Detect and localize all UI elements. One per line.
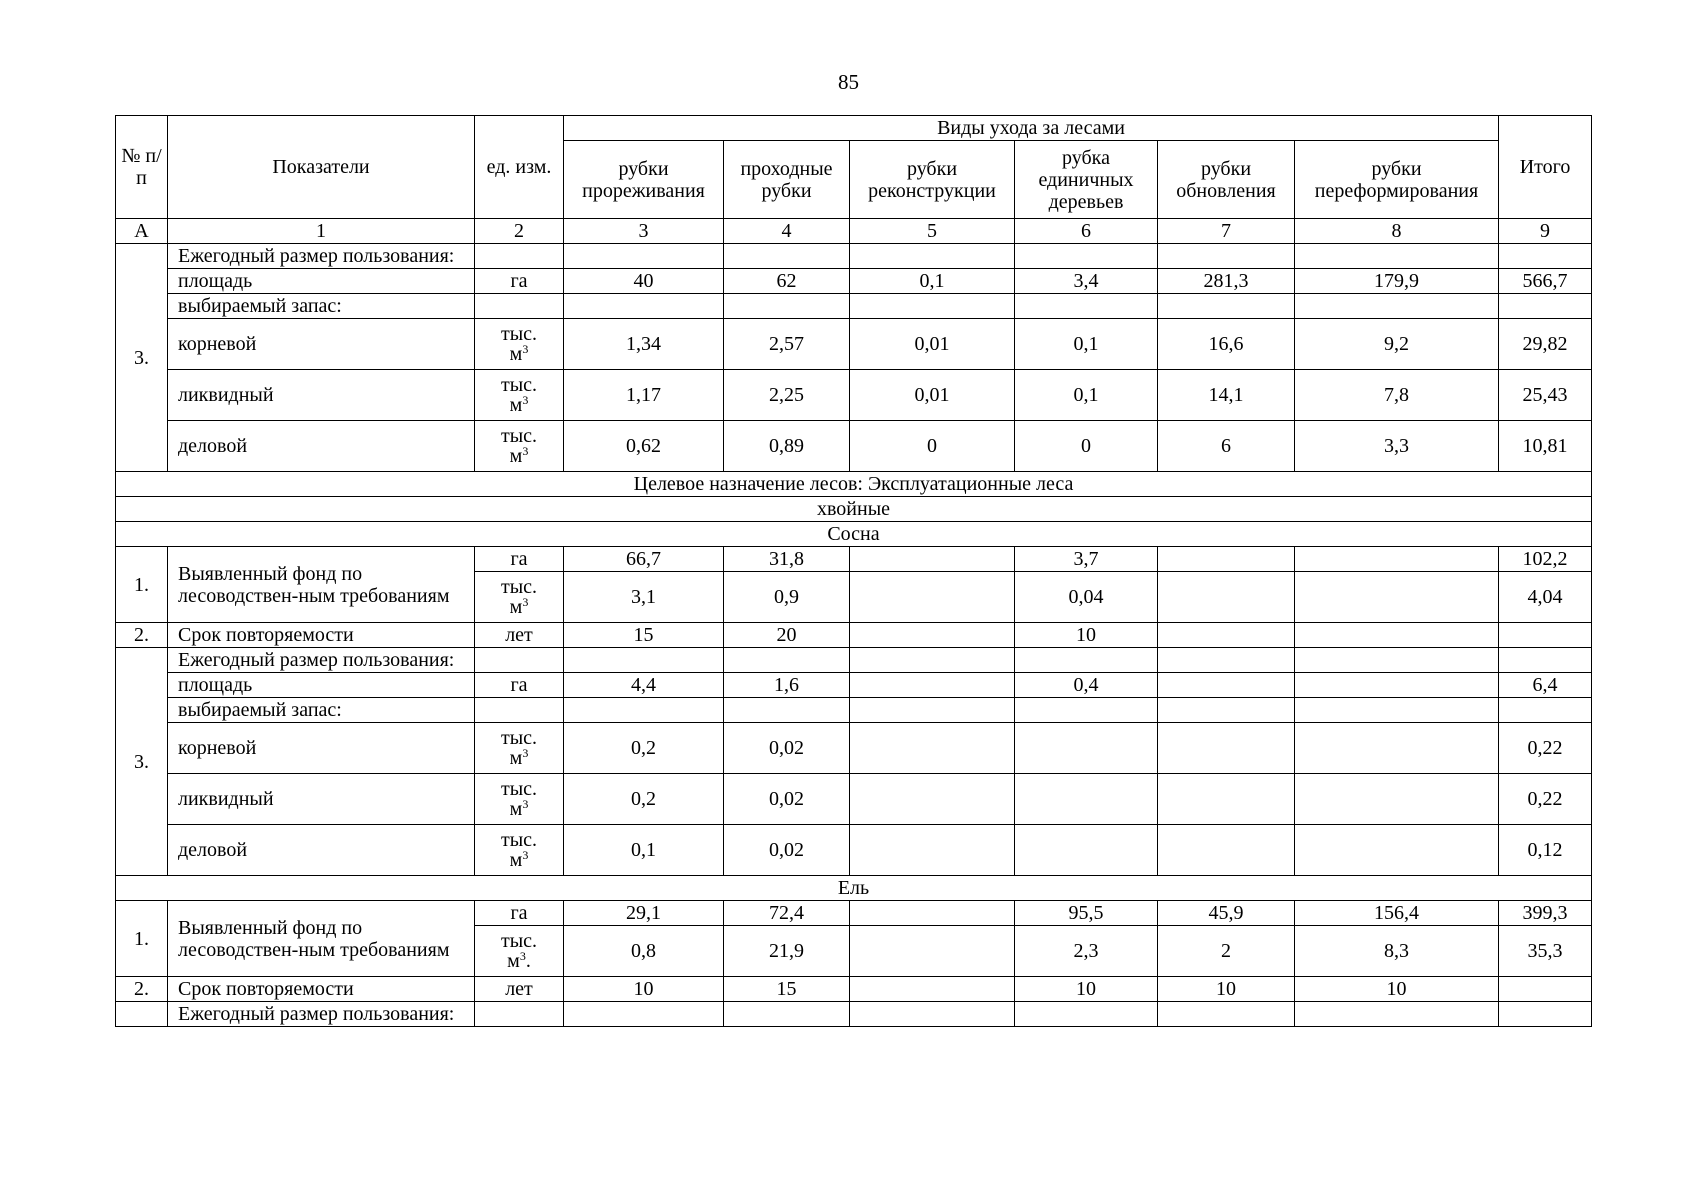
table-cell: 10: [1015, 623, 1158, 648]
row-label: Выявленный фонд по лесоводствен-ным требованиям: [168, 901, 475, 977]
table-cell: 15: [724, 977, 850, 1002]
table-cell: [1158, 673, 1295, 698]
table-cell: 0: [1015, 421, 1158, 472]
table-cell: 0,02: [724, 774, 850, 825]
table-cell: 566,7: [1499, 269, 1592, 294]
row-label: ликвидный: [168, 370, 475, 421]
table-cell: [850, 926, 1015, 977]
table-cell: [1295, 774, 1499, 825]
table-row: [116, 294, 1592, 319]
table-cell: 29,82: [1499, 319, 1592, 370]
section-pine: Сосна: [116, 522, 1592, 547]
row-label: корневой: [168, 319, 475, 370]
table-cell: [850, 572, 1015, 623]
table-cell: 4,4: [564, 673, 724, 698]
table-cell: 4,04: [1499, 572, 1592, 623]
table-cell: 1,6: [724, 673, 850, 698]
table-cell: 14,1: [1158, 370, 1295, 421]
unit-cell: тыс. $м^3$: [475, 370, 564, 421]
table-cell: 0,89: [724, 421, 850, 472]
table-row: [116, 370, 1592, 421]
table-cell: [1295, 825, 1499, 876]
table-cell: 6: [1158, 421, 1295, 472]
table-cell: [1295, 673, 1499, 698]
table-cell: 0,22: [1499, 723, 1592, 774]
table-cell: [1295, 547, 1499, 572]
table-cell: 0,04: [1015, 572, 1158, 623]
row-label: Ежегодный размер пользования:: [168, 244, 475, 269]
col-number: 7: [1158, 219, 1295, 244]
col-number: 5: [850, 219, 1015, 244]
table-cell: [850, 977, 1015, 1002]
table-cell: 10,81: [1499, 421, 1592, 472]
table-cell: 281,3: [1158, 269, 1295, 294]
table-cell: [1158, 723, 1295, 774]
forest-care-table: [115, 115, 1592, 1027]
table-cell: 20: [724, 623, 850, 648]
header-type: проходные рубки: [724, 141, 850, 219]
table-cell: [850, 825, 1015, 876]
row-label: Выявленный фонд по лесоводствен-ным требованиям: [168, 547, 475, 623]
table-row: [116, 421, 1592, 472]
section-row: [116, 472, 1592, 497]
row-number: 2.: [116, 623, 168, 648]
table-cell: 0,62: [564, 421, 724, 472]
table-cell: 9,2: [1295, 319, 1499, 370]
table-cell: 7,8: [1295, 370, 1499, 421]
table-cell: 2,25: [724, 370, 850, 421]
table-cell: 0,4: [1015, 673, 1158, 698]
table-row: [116, 1002, 1592, 1027]
table-cell: 0,01: [850, 370, 1015, 421]
unit-cell: тыс. $м^3$: [475, 825, 564, 876]
col-number: 9: [1499, 219, 1592, 244]
table-row: [116, 319, 1592, 370]
table-cell: 2,3: [1015, 926, 1158, 977]
table-cell: 0,2: [564, 774, 724, 825]
table-cell: 72,4: [724, 901, 850, 926]
unit-cell: тыс. $м^3$: [475, 319, 564, 370]
table-cell: 179,9: [1295, 269, 1499, 294]
table-cell: 3,3: [1295, 421, 1499, 472]
table-cell: [850, 673, 1015, 698]
col-number: 2: [475, 219, 564, 244]
col-number: А: [116, 219, 168, 244]
col-number: 8: [1295, 219, 1499, 244]
table-cell: [1015, 723, 1158, 774]
table-cell: 0,12: [1499, 825, 1592, 876]
table-row: [116, 723, 1592, 774]
row-label: выбираемый запас:: [168, 294, 475, 319]
table-row: [116, 698, 1592, 723]
row-label: выбираемый запас:: [168, 698, 475, 723]
table-cell: 15: [564, 623, 724, 648]
table-cell: 25,43: [1499, 370, 1592, 421]
unit-cell: тыс. $м^3$: [475, 572, 564, 623]
section-row: [116, 876, 1592, 901]
table-cell: 0,8: [564, 926, 724, 977]
row-label: Ежегодный размер пользования:: [168, 1002, 475, 1027]
header-unit: ед. изм.: [475, 116, 564, 219]
table-cell: 399,3: [1499, 901, 1592, 926]
row-number: 2.: [116, 977, 168, 1002]
table-cell: [1015, 774, 1158, 825]
table-cell: 3,1: [564, 572, 724, 623]
header-type: рубки обновления: [1158, 141, 1295, 219]
table-row: [116, 673, 1592, 698]
header-total: Итого: [1499, 116, 1592, 219]
table-cell: [1158, 623, 1295, 648]
table-cell: 62: [724, 269, 850, 294]
table-cell: 0,9: [724, 572, 850, 623]
table-row: [116, 774, 1592, 825]
row-label: корневой: [168, 723, 475, 774]
page-number: 85: [838, 70, 859, 94]
table-cell: [1158, 572, 1295, 623]
table-cell: 3,7: [1015, 547, 1158, 572]
row-label: Срок повторяемости: [168, 977, 475, 1002]
row-label: Ежегодный размер пользования:: [168, 648, 475, 673]
table-cell: [1499, 623, 1592, 648]
table-cell: 0,1: [1015, 319, 1158, 370]
table-cell: 102,2: [1499, 547, 1592, 572]
section-row: [116, 522, 1592, 547]
unit-cell: га: [475, 547, 564, 572]
table-row: [116, 648, 1592, 673]
row-number: 1.: [116, 547, 168, 623]
unit-cell: тыс. $м^3$: [475, 723, 564, 774]
table-row: [116, 901, 1592, 926]
unit-cell: га: [475, 269, 564, 294]
section-spruce: Ель: [116, 876, 1592, 901]
table-cell: [1158, 825, 1295, 876]
table-cell: 1,17: [564, 370, 724, 421]
table-cell: 0,02: [724, 825, 850, 876]
table-cell: 35,3: [1499, 926, 1592, 977]
table-cell: 21,9: [724, 926, 850, 977]
table-cell: 31,8: [724, 547, 850, 572]
unit-cell: тыс. $м^3$: [475, 774, 564, 825]
table-cell: 0,02: [724, 723, 850, 774]
table-cell: 1,34: [564, 319, 724, 370]
table-cell: [1015, 825, 1158, 876]
table-row: [116, 244, 1592, 269]
row-label: ликвидный: [168, 774, 475, 825]
table-cell: 29,1: [564, 901, 724, 926]
unit-cell: лет: [475, 977, 564, 1002]
table-cell: [850, 774, 1015, 825]
header-type: рубки реконструкции: [850, 141, 1015, 219]
table-cell: [850, 623, 1015, 648]
header-type: рубки переформирования: [1295, 141, 1499, 219]
column-numbers-row: [116, 219, 1592, 244]
table-cell: 10: [1015, 977, 1158, 1002]
header-num: № п/п: [116, 116, 168, 219]
table-cell: 0,01: [850, 319, 1015, 370]
table-cell: 0,2: [564, 723, 724, 774]
header-type: рубка единичных деревьев: [1015, 141, 1158, 219]
row-number: 3.: [116, 648, 168, 876]
table-cell: 0,22: [1499, 774, 1592, 825]
unit-cell: тыс. $м^3$: [475, 421, 564, 472]
row-number: 3.: [116, 244, 168, 472]
row-label: Срок повторяемости: [168, 623, 475, 648]
table-cell: [1158, 774, 1295, 825]
table-cell: 10: [564, 977, 724, 1002]
table-cell: 2: [1158, 926, 1295, 977]
table-cell: 0,1: [564, 825, 724, 876]
table-cell: 16,6: [1158, 319, 1295, 370]
table-cell: [1295, 723, 1499, 774]
col-number: 3: [564, 219, 724, 244]
table-cell: [850, 547, 1015, 572]
table-cell: [1295, 623, 1499, 648]
row-label: деловой: [168, 421, 475, 472]
header-type: рубки прореживания: [564, 141, 724, 219]
table-cell: 10: [1295, 977, 1499, 1002]
row-number: 1.: [116, 901, 168, 977]
table-cell: 10: [1158, 977, 1295, 1002]
table-row: [116, 977, 1592, 1002]
table-cell: 95,5: [1015, 901, 1158, 926]
header-indicators: Показатели: [168, 116, 475, 219]
unit-cell: га: [475, 901, 564, 926]
table-cell: 0,1: [850, 269, 1015, 294]
section-row: [116, 497, 1592, 522]
table-cell: 66,7: [564, 547, 724, 572]
table-cell: [1295, 572, 1499, 623]
unit-cell: тыс. $м^3$.: [475, 926, 564, 977]
row-label: площадь: [168, 269, 475, 294]
table-cell: [1158, 547, 1295, 572]
table-cell: 40: [564, 269, 724, 294]
unit-cell: га: [475, 673, 564, 698]
col-number: 4: [724, 219, 850, 244]
table-cell: [850, 723, 1015, 774]
header-group: Виды ухода за лесами: [564, 116, 1499, 141]
header-row-1: [116, 116, 1592, 141]
table-cell: 0,1: [1015, 370, 1158, 421]
table-row: [116, 547, 1592, 572]
col-number: 6: [1015, 219, 1158, 244]
col-number: 1: [168, 219, 475, 244]
table-row: [116, 269, 1592, 294]
table-cell: 156,4: [1295, 901, 1499, 926]
table-cell: 0: [850, 421, 1015, 472]
table-cell: 6,4: [1499, 673, 1592, 698]
table-cell: 45,9: [1158, 901, 1295, 926]
table-cell: 3,4: [1015, 269, 1158, 294]
table-row: [116, 825, 1592, 876]
table-cell: [1499, 977, 1592, 1002]
row-label: площадь: [168, 673, 475, 698]
table-row: [116, 623, 1592, 648]
section-conifers: хвойные: [116, 497, 1592, 522]
table-cell: [850, 901, 1015, 926]
table-cell: 8,3: [1295, 926, 1499, 977]
section-purpose: Целевое назначение лесов: Эксплуатационные леса: [116, 472, 1592, 497]
table-cell: 2,57: [724, 319, 850, 370]
row-label: деловой: [168, 825, 475, 876]
unit-cell: лет: [475, 623, 564, 648]
